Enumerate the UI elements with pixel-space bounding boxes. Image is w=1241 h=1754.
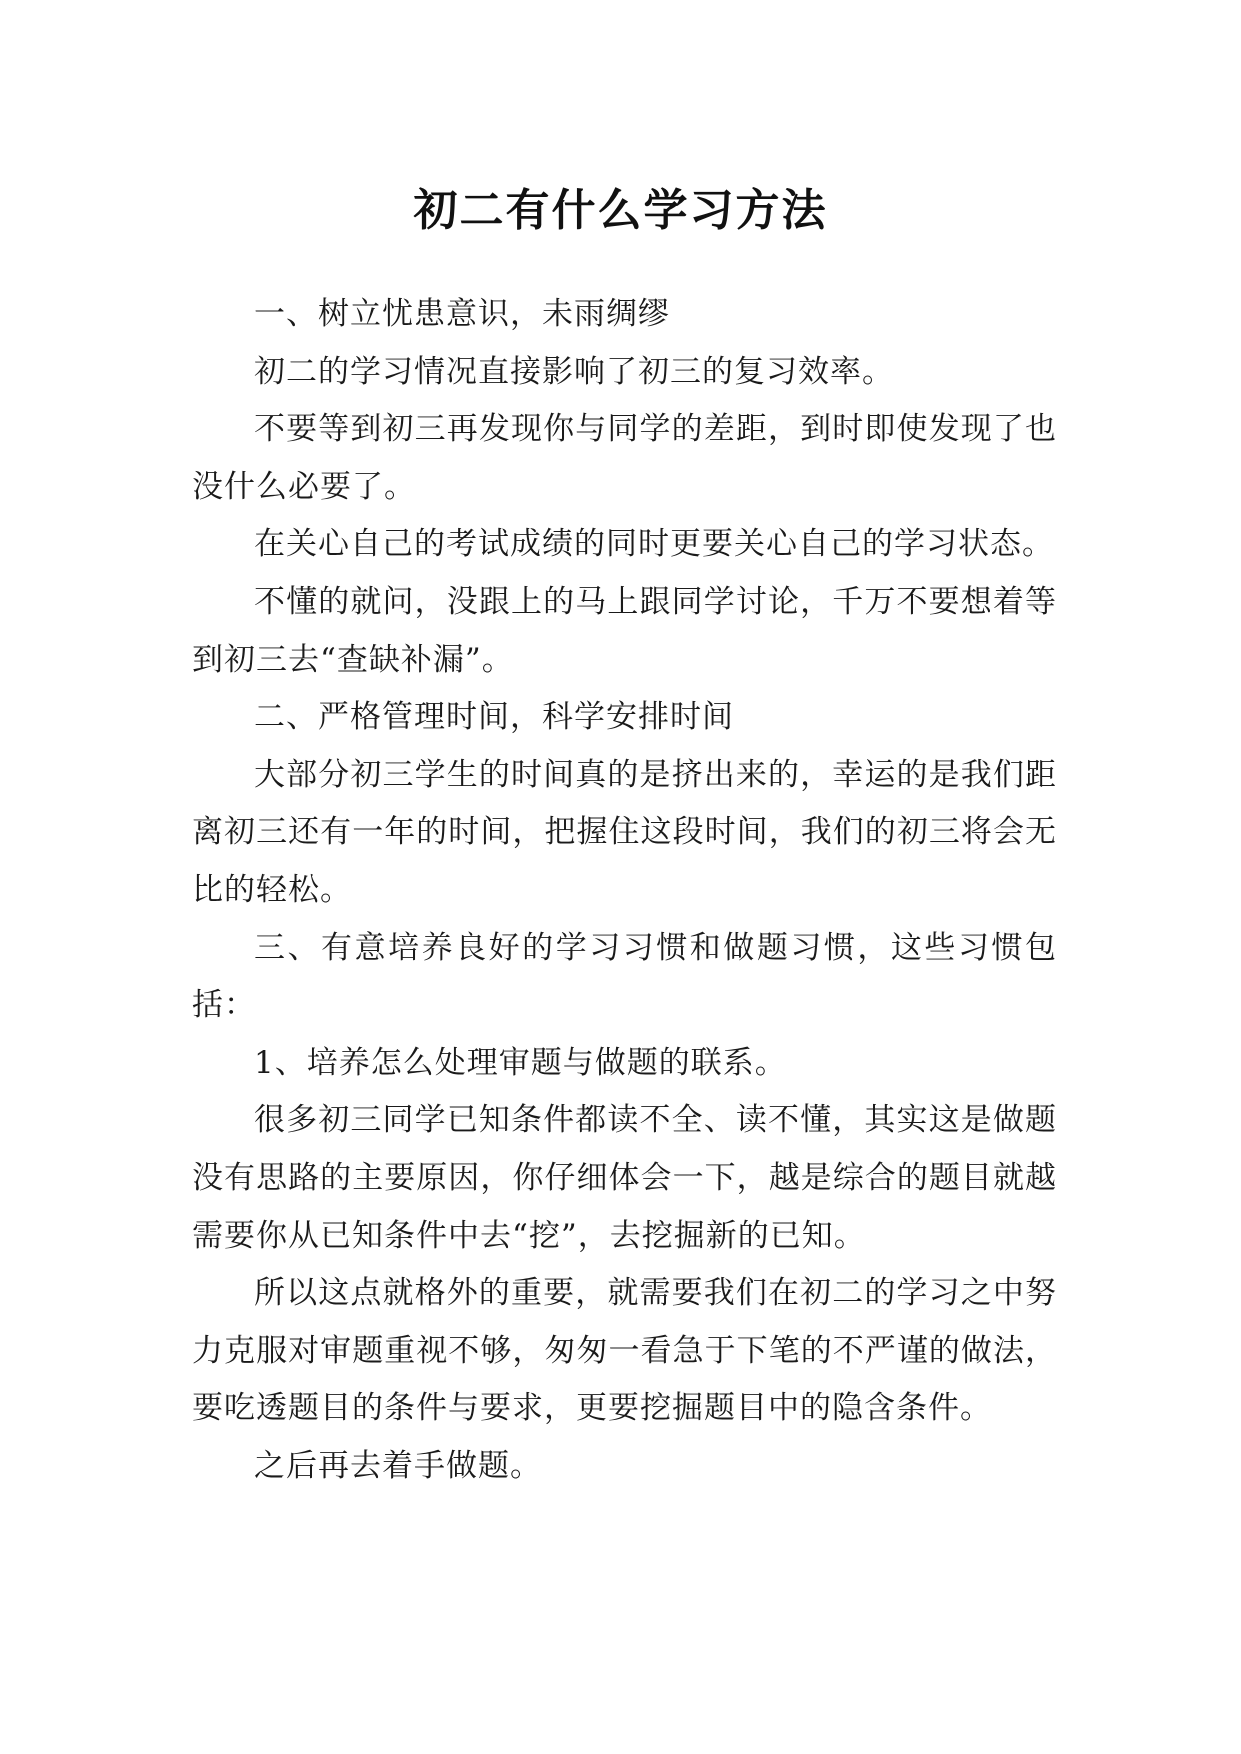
- paragraph: 不要等到初三再发现你与同学的差距，到时即使发现了也没什么必要了。: [192, 411, 1057, 505]
- section-heading-3: 三、有意培养良好的学习习惯和做题习惯，这些习惯包括：: [192, 929, 1057, 1024]
- paragraph: 所以这点就格外的重要，就需要我们在初二的学习之中努力克服对审题重视不够，匆匆一看急于下笔的不严谨的做法，要吃透题目的条件与要求，更要挖掘题目中的隐含条件。: [192, 1275, 1057, 1427]
- paragraph: 大部分初三学生的时间真的是挤出来的，幸运的是我们距离初三还有一年的时间，把握住这段时间，我们的初三将会无比的轻松。: [192, 756, 1057, 908]
- paragraph: 很多初三同学已知条件都读不全、读不懂，其实这是做题没有思路的主要原因，你仔细体会一下，越是综合的题目就越需要你从已知条件中去“挖”，去挖掘新的已知。: [192, 1102, 1057, 1254]
- paragraph: 在关心自己的考试成绩的同时更要关心自己的学习状态。: [254, 526, 1054, 563]
- document-title: 初二有什么学习方法: [413, 185, 828, 237]
- paragraph: 之后再去着手做题。: [254, 1447, 542, 1484]
- paragraph: 不懂的就问，没跟上的马上跟同学讨论，千万不要想着等到初三去“查缺补漏”。: [192, 583, 1057, 678]
- paragraph: 初二的学习情况直接影响了初三的复习效率。: [254, 353, 894, 390]
- section-heading-2: 二、严格管理时间，科学安排时间: [254, 699, 734, 736]
- list-item-1: 1、培养怎么处理审题与做题的联系。: [254, 1044, 787, 1081]
- section-heading-1: 一、树立忧患意识，未雨绸缪: [254, 296, 670, 332]
- document-body: [192, 286, 1057, 1495]
